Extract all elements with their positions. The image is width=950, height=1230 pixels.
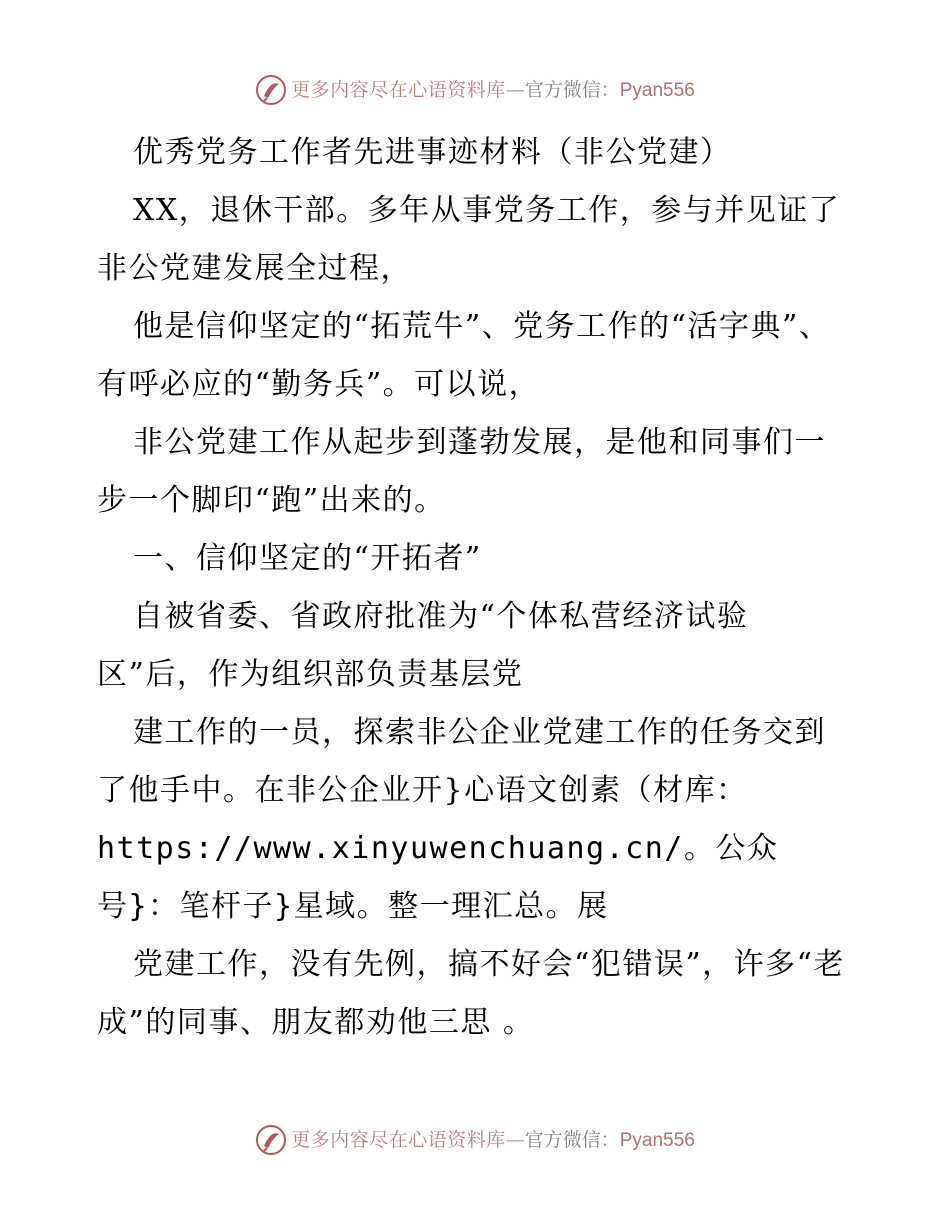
watermark-main-text: 更多内容尽在心语资料库 [291, 1128, 506, 1151]
watermark-wechat-id: Pyan556 [619, 79, 695, 101]
paragraph: 非公党建工作从起步到蓬勃发展，是他和同事们一步一个脚印“跑”出来的。 [97, 425, 826, 518]
paragraph: 党建工作，没有先例，搞不好会“犯错误”，许多“老成”的同事、朋友都劝他三思 。 [97, 947, 846, 1040]
watermark-wechat-id: Pyan556 [619, 1129, 695, 1151]
paragraph: 他是信仰坚定的“拓荒牛”、党务工作的“活字典”、有呼必应的“勤务兵”。可以说， [97, 309, 831, 402]
section-heading: 一、信仰坚定的“开拓者” [133, 541, 482, 576]
paragraph: 建工作的一员，探索非公企业党建工作的任务交到了他手中。在非公企业开}心语文创素（材库： [97, 715, 826, 808]
document-title: 优秀党务工作者先进事迹材料（非公党建） [133, 135, 732, 170]
watermark-official-label: 官方微信： [524, 1128, 620, 1151]
watermark-official-label: 官方微信： [524, 78, 620, 101]
logo-icon [255, 74, 287, 106]
watermark-banner-bottom [0, 1120, 950, 1160]
watermark-dash: — [505, 1128, 525, 1151]
watermark-banner-top [0, 70, 950, 110]
document-body [97, 124, 857, 1052]
paragraph-url: https://www.xinyuwenchuang.cn/。公众号}：笔杆子}星域。整一理汇总。展 [97, 831, 779, 924]
paragraph: XX，退休干部。多年从事党务工作，参与并见证了非公党建发展全过程， [97, 193, 841, 286]
logo-icon [255, 1124, 287, 1156]
watermark-dash: — [505, 78, 525, 101]
paragraph: 自被省委、省政府批准为“个体私营经济试验区”后，作为组织部负责基层党 [97, 599, 749, 692]
watermark-main-text: 更多内容尽在心语资料库 [291, 78, 506, 101]
